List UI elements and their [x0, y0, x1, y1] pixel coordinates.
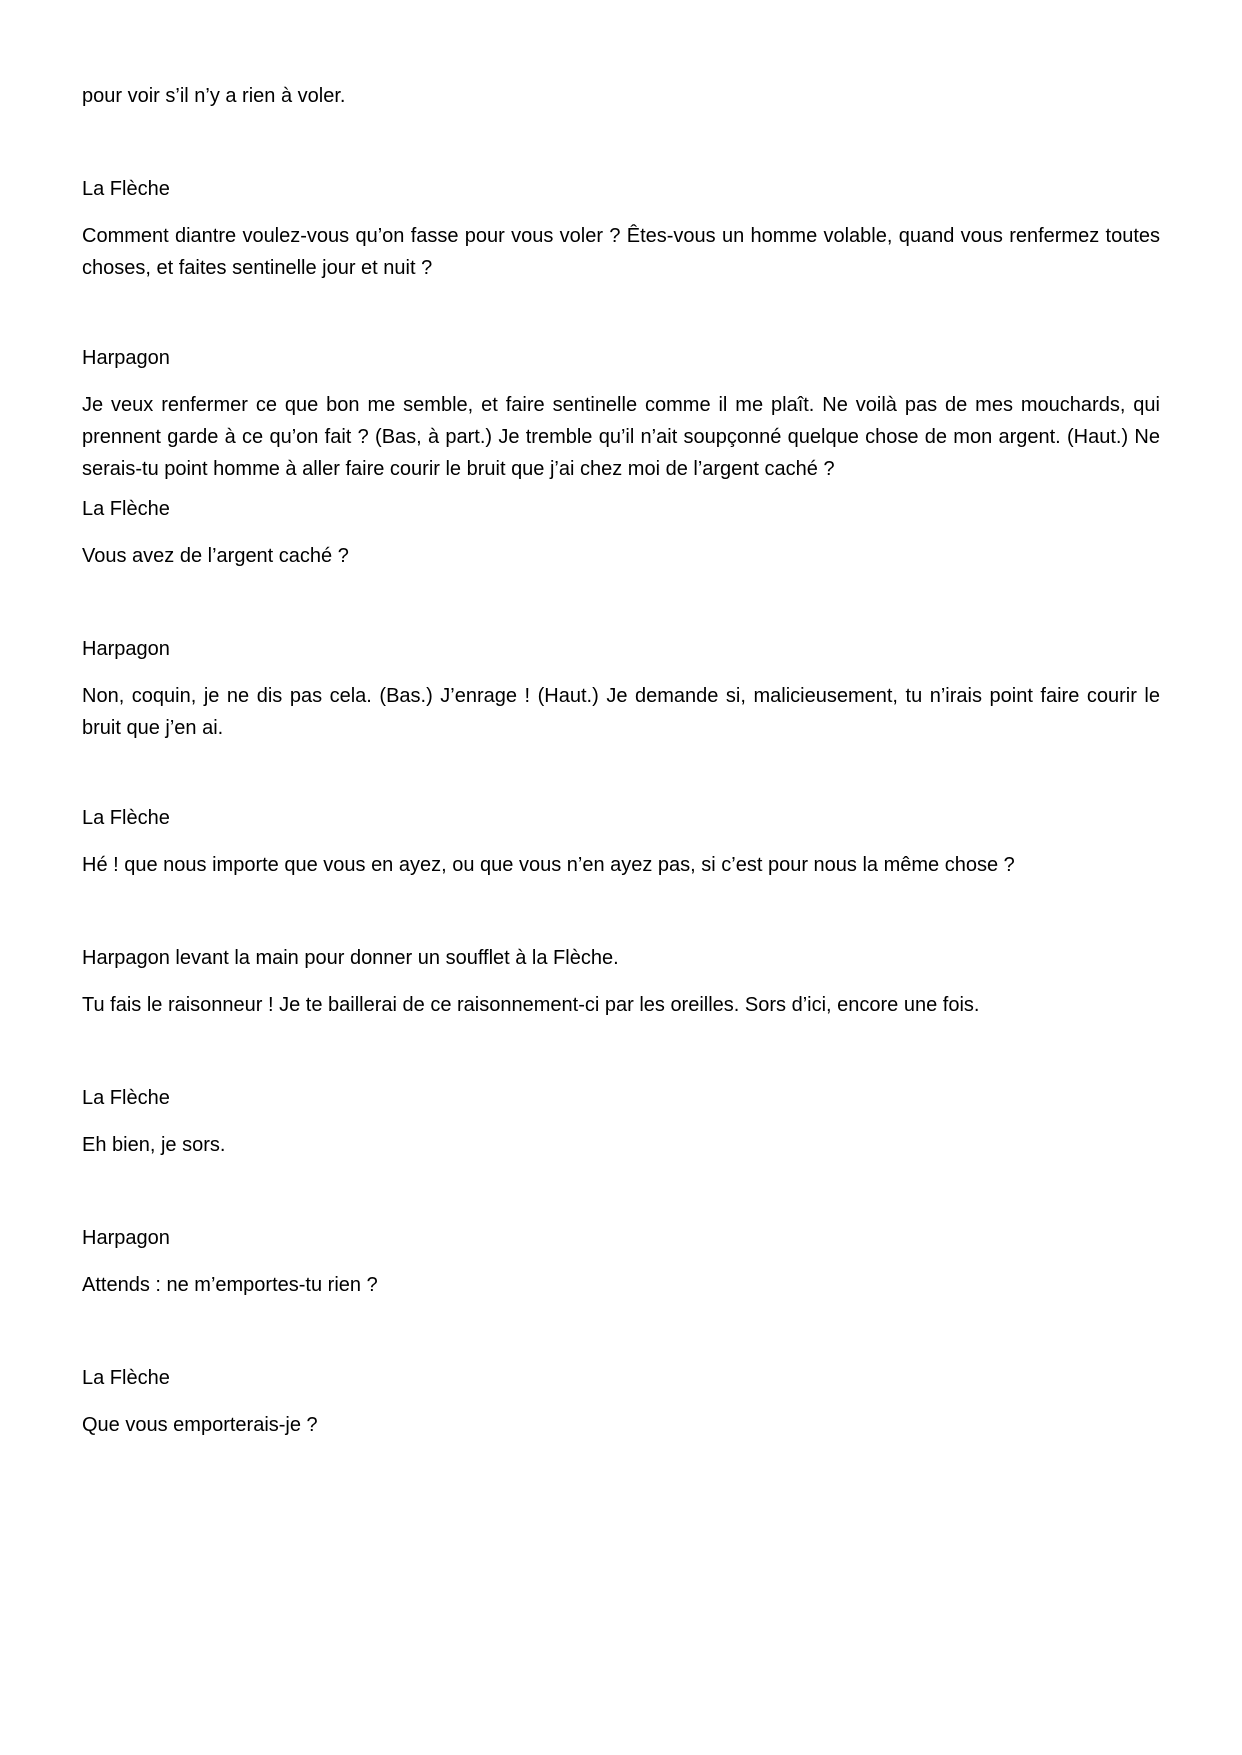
dialogue-line: Eh bien, je sors.: [82, 1134, 226, 1156]
dialogue-line: Attends : ne m’emportes-tu rien ?: [82, 1274, 378, 1296]
speaker-name: Harpagon: [82, 1227, 170, 1249]
dialogue-line: Tu fais le raisonneur ! Je te baillerai de ce raisonnement-ci par les oreilles. Sors d’ici, encore une fois.: [82, 994, 980, 1016]
speaker-name: La Flèche: [82, 1367, 170, 1389]
dialogue-line: Comment diantre voulez-vous qu’on fasse pour vous voler ? Êtes-vous un homme volable, quand vous renfermez toutes choses, et faites sentinelle jour et nuit ?: [82, 225, 1160, 279]
speaker-name: La Flèche: [82, 178, 170, 200]
speaker-name: La Flèche: [82, 1087, 170, 1109]
dialogue-line: Vous avez de l’argent caché ?: [82, 545, 349, 567]
dialogue-line: Hé ! que nous importe que vous en ayez, ou que vous n’en ayez pas, si c’est pour nous la même chose ?: [82, 854, 1015, 876]
dialogue-line: Non, coquin, je ne dis pas cela. (Bas.) J’enrage ! (Haut.) Je demande si, malicieusement, tu n’irais point faire courir le bruit que j’en ai.: [82, 685, 1160, 739]
speaker-name: La Flèche: [82, 498, 170, 520]
speaker-name: Harpagon: [82, 347, 170, 369]
speaker-name: La Flèche: [82, 807, 170, 829]
stage-direction: Harpagon levant la main pour donner un soufflet à la Flèche.: [82, 947, 619, 969]
speaker-name: Harpagon: [82, 638, 170, 660]
dialogue-line: pour voir s’il n’y a rien à voler.: [82, 85, 346, 107]
dialogue-line: Je veux renfermer ce que bon me semble, et faire sentinelle comme il me plaît. Ne voilà pas de mes mouchards, qui prennent garde à ce qu’on fait ? (Bas, à part.) Je tremble qu’il n’ait soupçonné quelque chose de mon argent. (Haut.) Ne serais-tu point homme à aller faire courir le bruit que j’ai chez moi de l’argent caché ?: [82, 394, 1160, 480]
dialogue-line: Que vous emporterais-je ?: [82, 1414, 318, 1436]
